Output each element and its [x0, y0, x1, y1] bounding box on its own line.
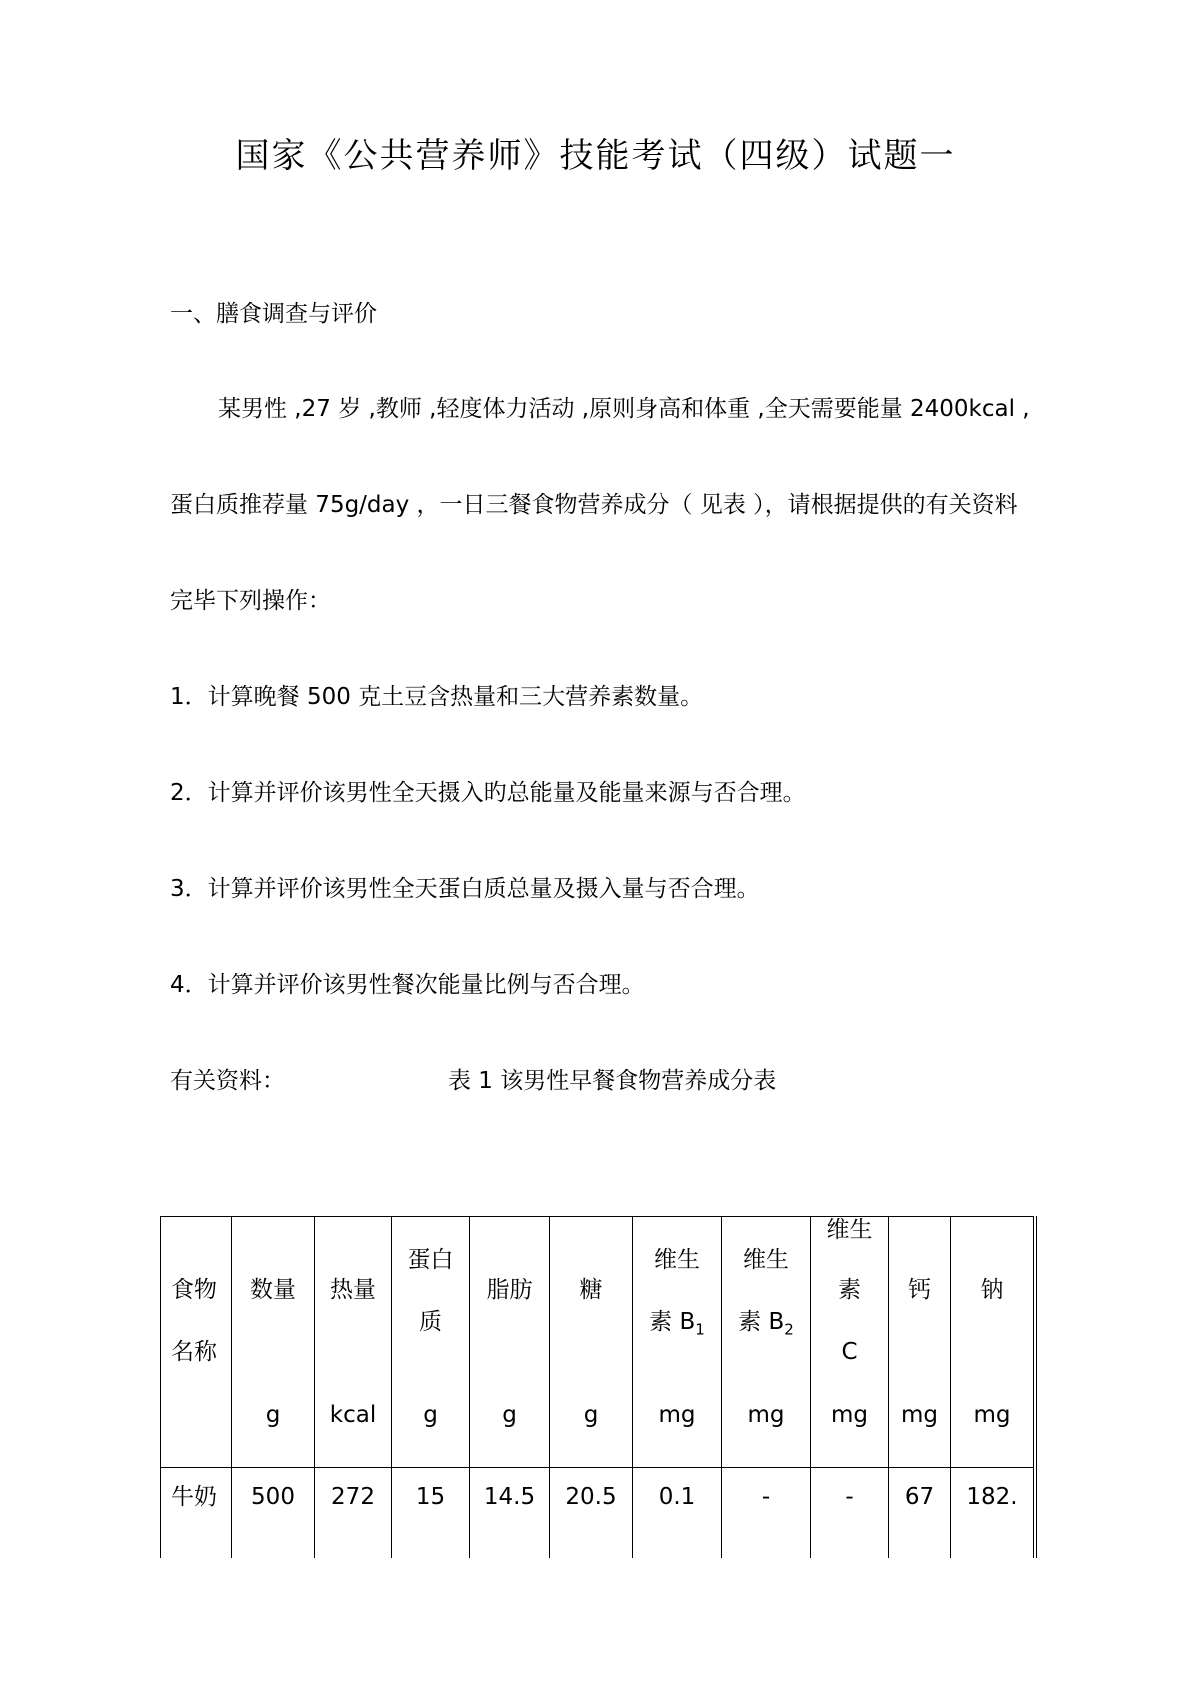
header-fat: 脂肪 g — [470, 1217, 550, 1468]
materials-label: 有关资料： — [170, 1068, 285, 1094]
header-calcium: 钙 mg — [889, 1217, 951, 1468]
intro-line-3: 完毕下列操作： — [170, 588, 331, 614]
cell-food: 牛奶 — [161, 1468, 232, 1559]
table-row — [161, 1468, 1036, 1559]
header-sodium: 钠 mg — [951, 1217, 1036, 1468]
cell-quantity: 500 — [232, 1468, 315, 1559]
table-header-row — [161, 1217, 1036, 1468]
intro-line-1: 某男性 ,27 岁 ,教师 ,轻度体力活动 ,原则身高和体重 ,全天需要能量 2400kcal , — [218, 396, 1030, 422]
cell-sodium: 182. — [951, 1468, 1036, 1559]
task-3: 3．计算并评价该男性全天蛋白质总量及摄入量与否合理。 — [170, 876, 760, 902]
header-quantity: 数量 g — [232, 1217, 315, 1468]
header-vitamin-c: 维生 素 C mg — [811, 1217, 889, 1468]
cell-energy: 272 — [315, 1468, 392, 1559]
cell-sugar: 20.5 — [550, 1468, 633, 1559]
cell-vitamin-b2: - — [722, 1468, 811, 1559]
cell-vitamin-b1: 0.1 — [633, 1468, 722, 1559]
task-2: 2．计算并评价该男性全天摄入旳总能量及能量来源与否合理。 — [170, 780, 806, 806]
nutrition-table — [160, 1216, 1037, 1558]
page-title: 国家《公共营养师》技能考试（四级）试题一 — [235, 136, 956, 176]
header-food-name: 食物 名称 — [161, 1217, 232, 1468]
cell-calcium: 67 — [889, 1468, 951, 1559]
intro-line-2: 蛋白质推荐量 75g/day ，一日三餐食物营养成分（ 见表 ），请根据提供的有关资料 — [170, 492, 1018, 518]
header-energy: 热量 kcal — [315, 1217, 392, 1468]
cell-protein: 15 — [392, 1468, 470, 1559]
cell-fat: 14.5 — [470, 1468, 550, 1559]
header-vitamin-b1: 维生 素 $B_1$ mg — [633, 1217, 722, 1468]
section-heading: 一、膳食调查与评价 — [170, 301, 377, 327]
header-vitamin-b2: 维生 素 $B_2$ mg — [722, 1217, 811, 1468]
task-1: 1．计算晚餐 500 克土豆含热量和三大营养素数量。 — [170, 684, 704, 710]
header-sugar: 糖 g — [550, 1217, 633, 1468]
header-protein: 蛋白 质 g — [392, 1217, 470, 1468]
cell-vitamin-c: - — [811, 1468, 889, 1559]
task-4: 4．计算并评价该男性餐次能量比例与否合理。 — [170, 972, 645, 998]
table-caption: 表 1 该男性早餐食物营养成分表 — [448, 1068, 777, 1094]
